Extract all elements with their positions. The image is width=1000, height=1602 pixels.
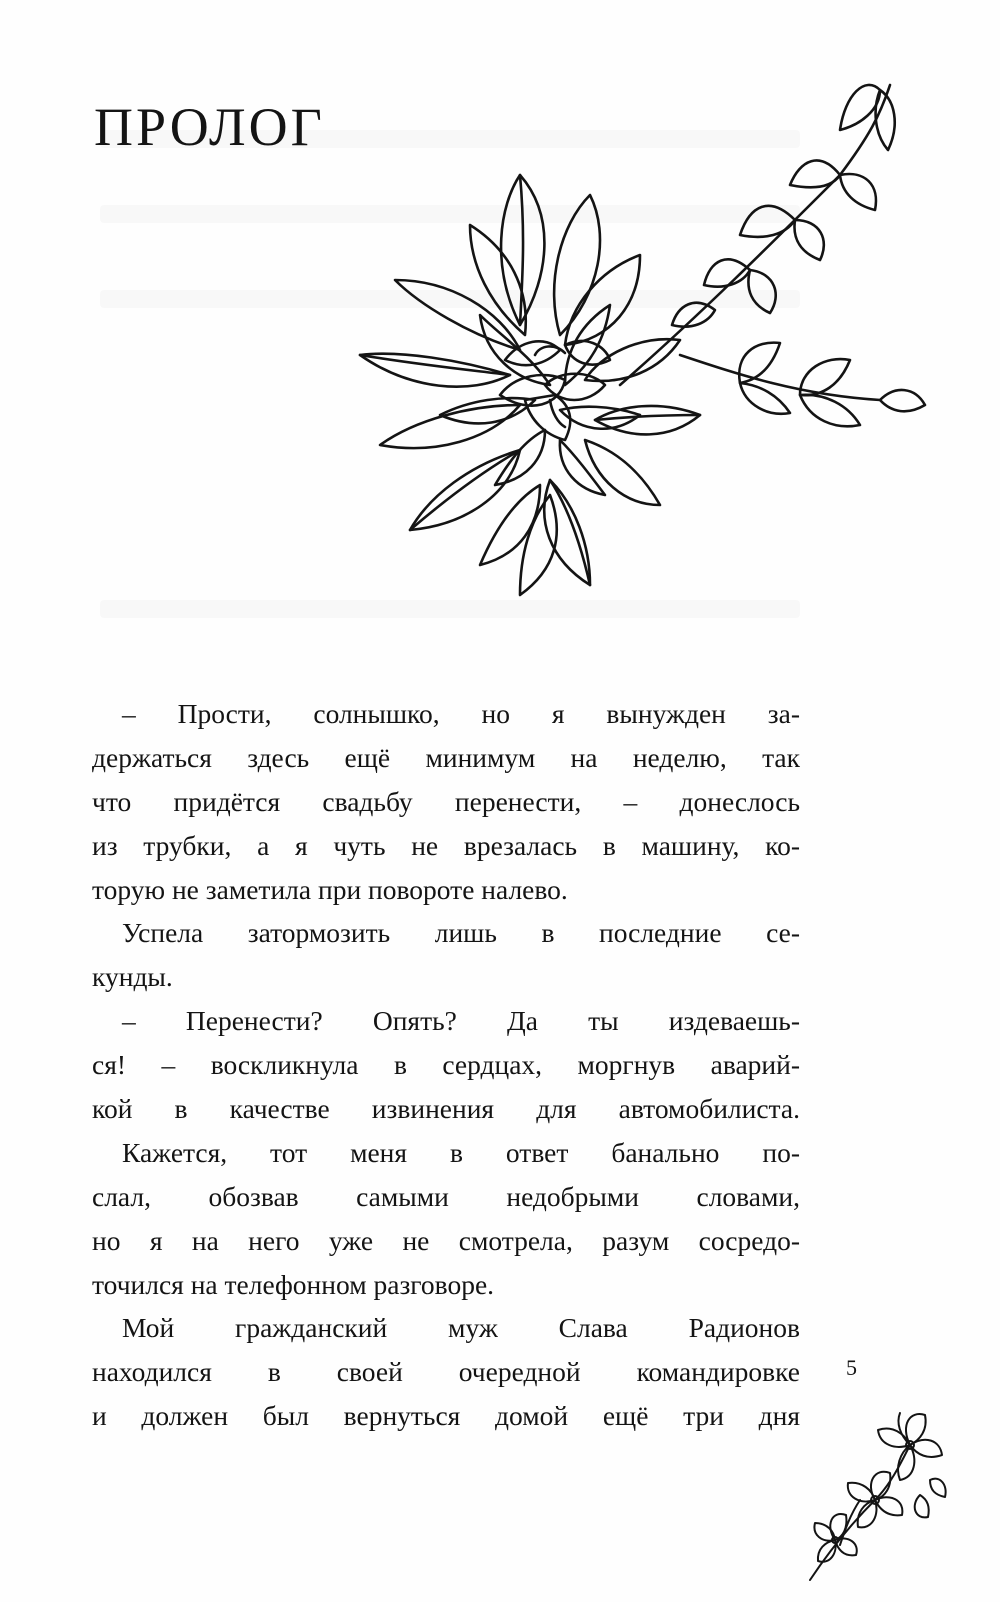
text-line: находился в своей очередной командировке [92, 1356, 800, 1388]
text-line: торую не заметила при повороте налево. [92, 873, 568, 905]
chapter-title: ПРОЛОГ [94, 97, 325, 157]
text-line: точился на телефонном разговоре. [92, 1268, 495, 1300]
small-flowers-ornament [800, 1405, 950, 1585]
text-line: но я на него уже не смотрела, разум сосредо- [92, 1224, 800, 1256]
text-line: – Перенести? Опять? Да ты издеваешь- [122, 1005, 800, 1037]
text-line: – Прости, солнышко, но я вынужден за- [122, 698, 800, 729]
text-line: из трубки, а я чуть не врезалась в машину, ко- [92, 829, 800, 861]
text-line: слал, обозвав самыми недобрыми словами, [92, 1180, 800, 1212]
text-line: ся! – воскликнула в сердцах, моргнув аварий- [92, 1049, 800, 1081]
page-number: 5 [846, 1355, 857, 1380]
text-line: Успела затормозить лишь в последние се- [122, 917, 800, 949]
text-line: кунды. [92, 961, 173, 993]
text-line: держаться здесь ещё минимум на неделю, так [92, 741, 800, 773]
text-line: что придётся свадьбу перенести, – донеслось [92, 785, 800, 817]
flower-branch-ornament [320, 55, 940, 635]
text-line: кой в качестве извинения для автомобилиста. [92, 1093, 800, 1125]
text-line: Кажется, тот меня в ответ банально по- [122, 1136, 800, 1168]
text-line: и должен был вернуться домой ещё три дня [92, 1400, 800, 1432]
text-line: Мой гражданский муж Слава Радионов [122, 1312, 800, 1344]
body-text [92, 692, 800, 1438]
